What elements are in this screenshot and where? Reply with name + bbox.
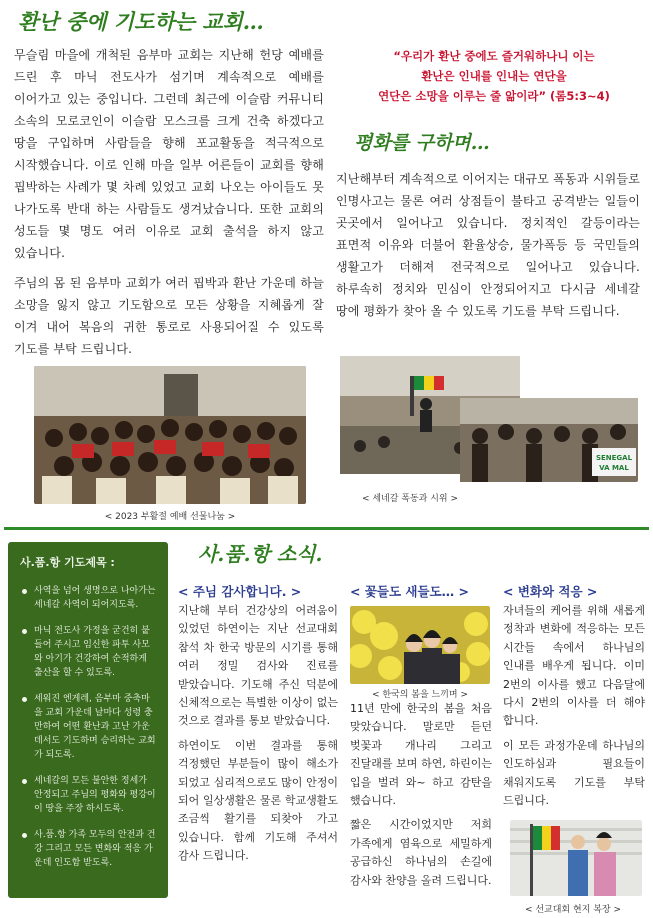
- section2-title: 평화를 구하며…: [354, 132, 490, 154]
- bible-quote: [340, 46, 648, 106]
- easter-gift-photo: [34, 366, 306, 504]
- protest-photo-caption: < 세네갈 폭동과 시위 >: [361, 494, 459, 504]
- prayer-item: 세워진 엔게레, 음부마 중축마을 교회 가운데 날마다 성령 충만하여 어떤 환난과 고난 가운데서도 기도하며 승리하는 교회가 되도록.: [20, 692, 156, 762]
- news-col1-body: [178, 602, 338, 872]
- quote-line-1: “우리가 환난 중에도 즐거워하나니 이는: [393, 49, 595, 63]
- prayer-item: 세네갈의 모든 불안한 정세가 안정되고 주님의 평화와 평강이 이 땅을 주장 하시도록.: [20, 774, 156, 816]
- section1-body: [14, 44, 324, 368]
- easter-photo-caption: < 2023 부활절 예배 선물나눔 >: [104, 512, 236, 522]
- news-col3-paragraph-1: 자녀들의 케어를 위해 새롭게 정착과 변화에 적응하는 모든 시간들 속에서 하나님의 인내를 배우게 됩니다. 이미 2번의 이사를 했고 다음달에 다시 2번의 이사를 더 해야 합니다.: [503, 604, 645, 728]
- news-col1-paragraph-1: 지난해 부터 건강상의 어려움이 있었던 하연이는 지난 선교대회 참석 차 한국 방문의 시기를 통해 여러 정밀 검사와 진료를 받았습니다. 기도해 주신 덕분에 신체적으로는 특별한 이상이 없는 것으로 결과를 통보 받았습니다.: [178, 604, 338, 728]
- section1-paragraph-1: 무슬림 마을에 개척된 음부마 교회는 지난해 헌당 예배를 드린 후 마닉 전도사가 섬기며 계속적으로 예배를 이어가고 있는 중입니다. 그런데 최근에 이슬람 커뮤니티 소속의 모로코인이 이슬람 모스크를 크게 건축 하겠다고 땅을 구입하며 사람들을 향해 포교활동을 적극적으로 시작했습니다. 이로 인해 마을 일부 어른들이 교회를 향해 핍박하는 사례가 몇 차례 있었고 교회 나오는 아이들도 못 나가도록 반대 하는 사람들도 생겨났습니다. 또한 교회의 성도들 몇 명도 여러 이유로 교회 출석을 하지 않고 있습니다.: [14, 48, 324, 260]
- section1-paragraph-2: 주님의 몸 된 음부마 교회가 여러 핍박과 환난 가운데 하늘 소망을 잃지 않고 기도함으로 모든 상황을 지혜롭게 잘 이겨 내어 복음의 귀한 통로로 사용되어질 수 있도록 기도를 부탁 드립니다.: [14, 276, 324, 356]
- quote-line-2: 환난은 인내를 인내는 연단을: [421, 69, 567, 83]
- mission-attire-photo: [510, 820, 642, 896]
- svg-text:VA MAL: VA MAL: [599, 464, 629, 472]
- news-col3-heading: < 변화와 적응 >: [503, 584, 598, 599]
- news-col2-paragraph-1: 11년 만에 한국의 봄을 처음 맞았습니다. 말로만 듣던 벚꽃과 개나리 그리고 진달래를 보며 하연, 하린이는 입을 벌려 와~ 하고 감탄을 했습니다.: [350, 702, 492, 808]
- news-col2-heading: < 꽃들도 새들도… >: [350, 584, 469, 599]
- news-col1-heading: < 주님 감사합니다. >: [178, 584, 302, 599]
- prayer-list: [20, 584, 156, 870]
- korea-spring-caption: < 한국의 봄을 느끼며 >: [371, 690, 469, 700]
- svg-text:SENEGAL: SENEGAL: [595, 454, 633, 462]
- prayer-sidebar: [8, 542, 168, 898]
- section1-title: 환난 중에 기도하는 교회…: [18, 9, 264, 34]
- sidebar-title: 사.품.항 기도제목 :: [20, 556, 115, 569]
- prayer-item: 사.품.항 가족 모두의 안전과 건강 그리고 모든 변화와 적응 가운데 인도함 받도록.: [20, 828, 156, 870]
- prayer-item: 마닉 전도사 가정을 굳건히 붙들어 주시고 임신한 파투 사모와 아기가 건강하여 순적하게 출산을 할 수 있도록.: [20, 624, 156, 680]
- news-col2-body: [350, 700, 492, 896]
- prayer-item: 사역을 넘어 생명으로 나아가는 세네갈 사역이 되어지도록.: [20, 584, 156, 612]
- news-col1-paragraph-2: 하연이도 이번 결과를 통해 걱정했던 부분들이 많이 해소가 되었고 심리적으로도 많이 안정이 되어 일상생활은 물론 학교생활도 조금씩 활기를 되찾아 가고 있습니다. 함께 기도해 주셔서 감사 드립니다.: [178, 738, 338, 863]
- quote-line-3: 연단은 소망을 이루는 줄 앎이라” (롬5:3~4): [378, 89, 610, 103]
- korea-spring-photo: [350, 606, 490, 684]
- news-col2-paragraph-2: 짧은 시간이었지만 저희 가족에게 염육으로 세밀하게 공급하신 하나님의 손길에 감사와 찬양을 올려 드립니다.: [350, 818, 492, 887]
- news-title: 사.품.항 소식.: [198, 542, 323, 566]
- news-col3-paragraph-2: 이 모든 과정가운데 하나님의 인도하심과 필요들이 채워지도록 기도를 부탁 드립니다.: [503, 738, 645, 808]
- mission-attire-caption: < 선교대회 현지 복장 >: [524, 905, 622, 915]
- section2-body: [336, 168, 640, 330]
- news-col3-body: [503, 602, 645, 816]
- section-divider: [4, 527, 649, 530]
- protest-photo: [340, 356, 638, 482]
- section2-paragraph: 지난해부터 계속적으로 이어지는 대규모 폭동과 시위들로 인명사고는 물론 여러 상점들이 불타고 공격받는 일들이 곳곳에서 일어나고 있습니다. 정치적인 갈등이라는 표면적 이유와 더불어 환율상승, 물가폭등 등 국민들의 생활고가 더해져 전국적으로 일어나고 있습니다. 하루속히 정치와 민심이 안정되어지고 다시금 세네갈 땅에 평화가 찾아 올 수 있도록 기도를 부탁 드립니다.: [336, 172, 640, 318]
